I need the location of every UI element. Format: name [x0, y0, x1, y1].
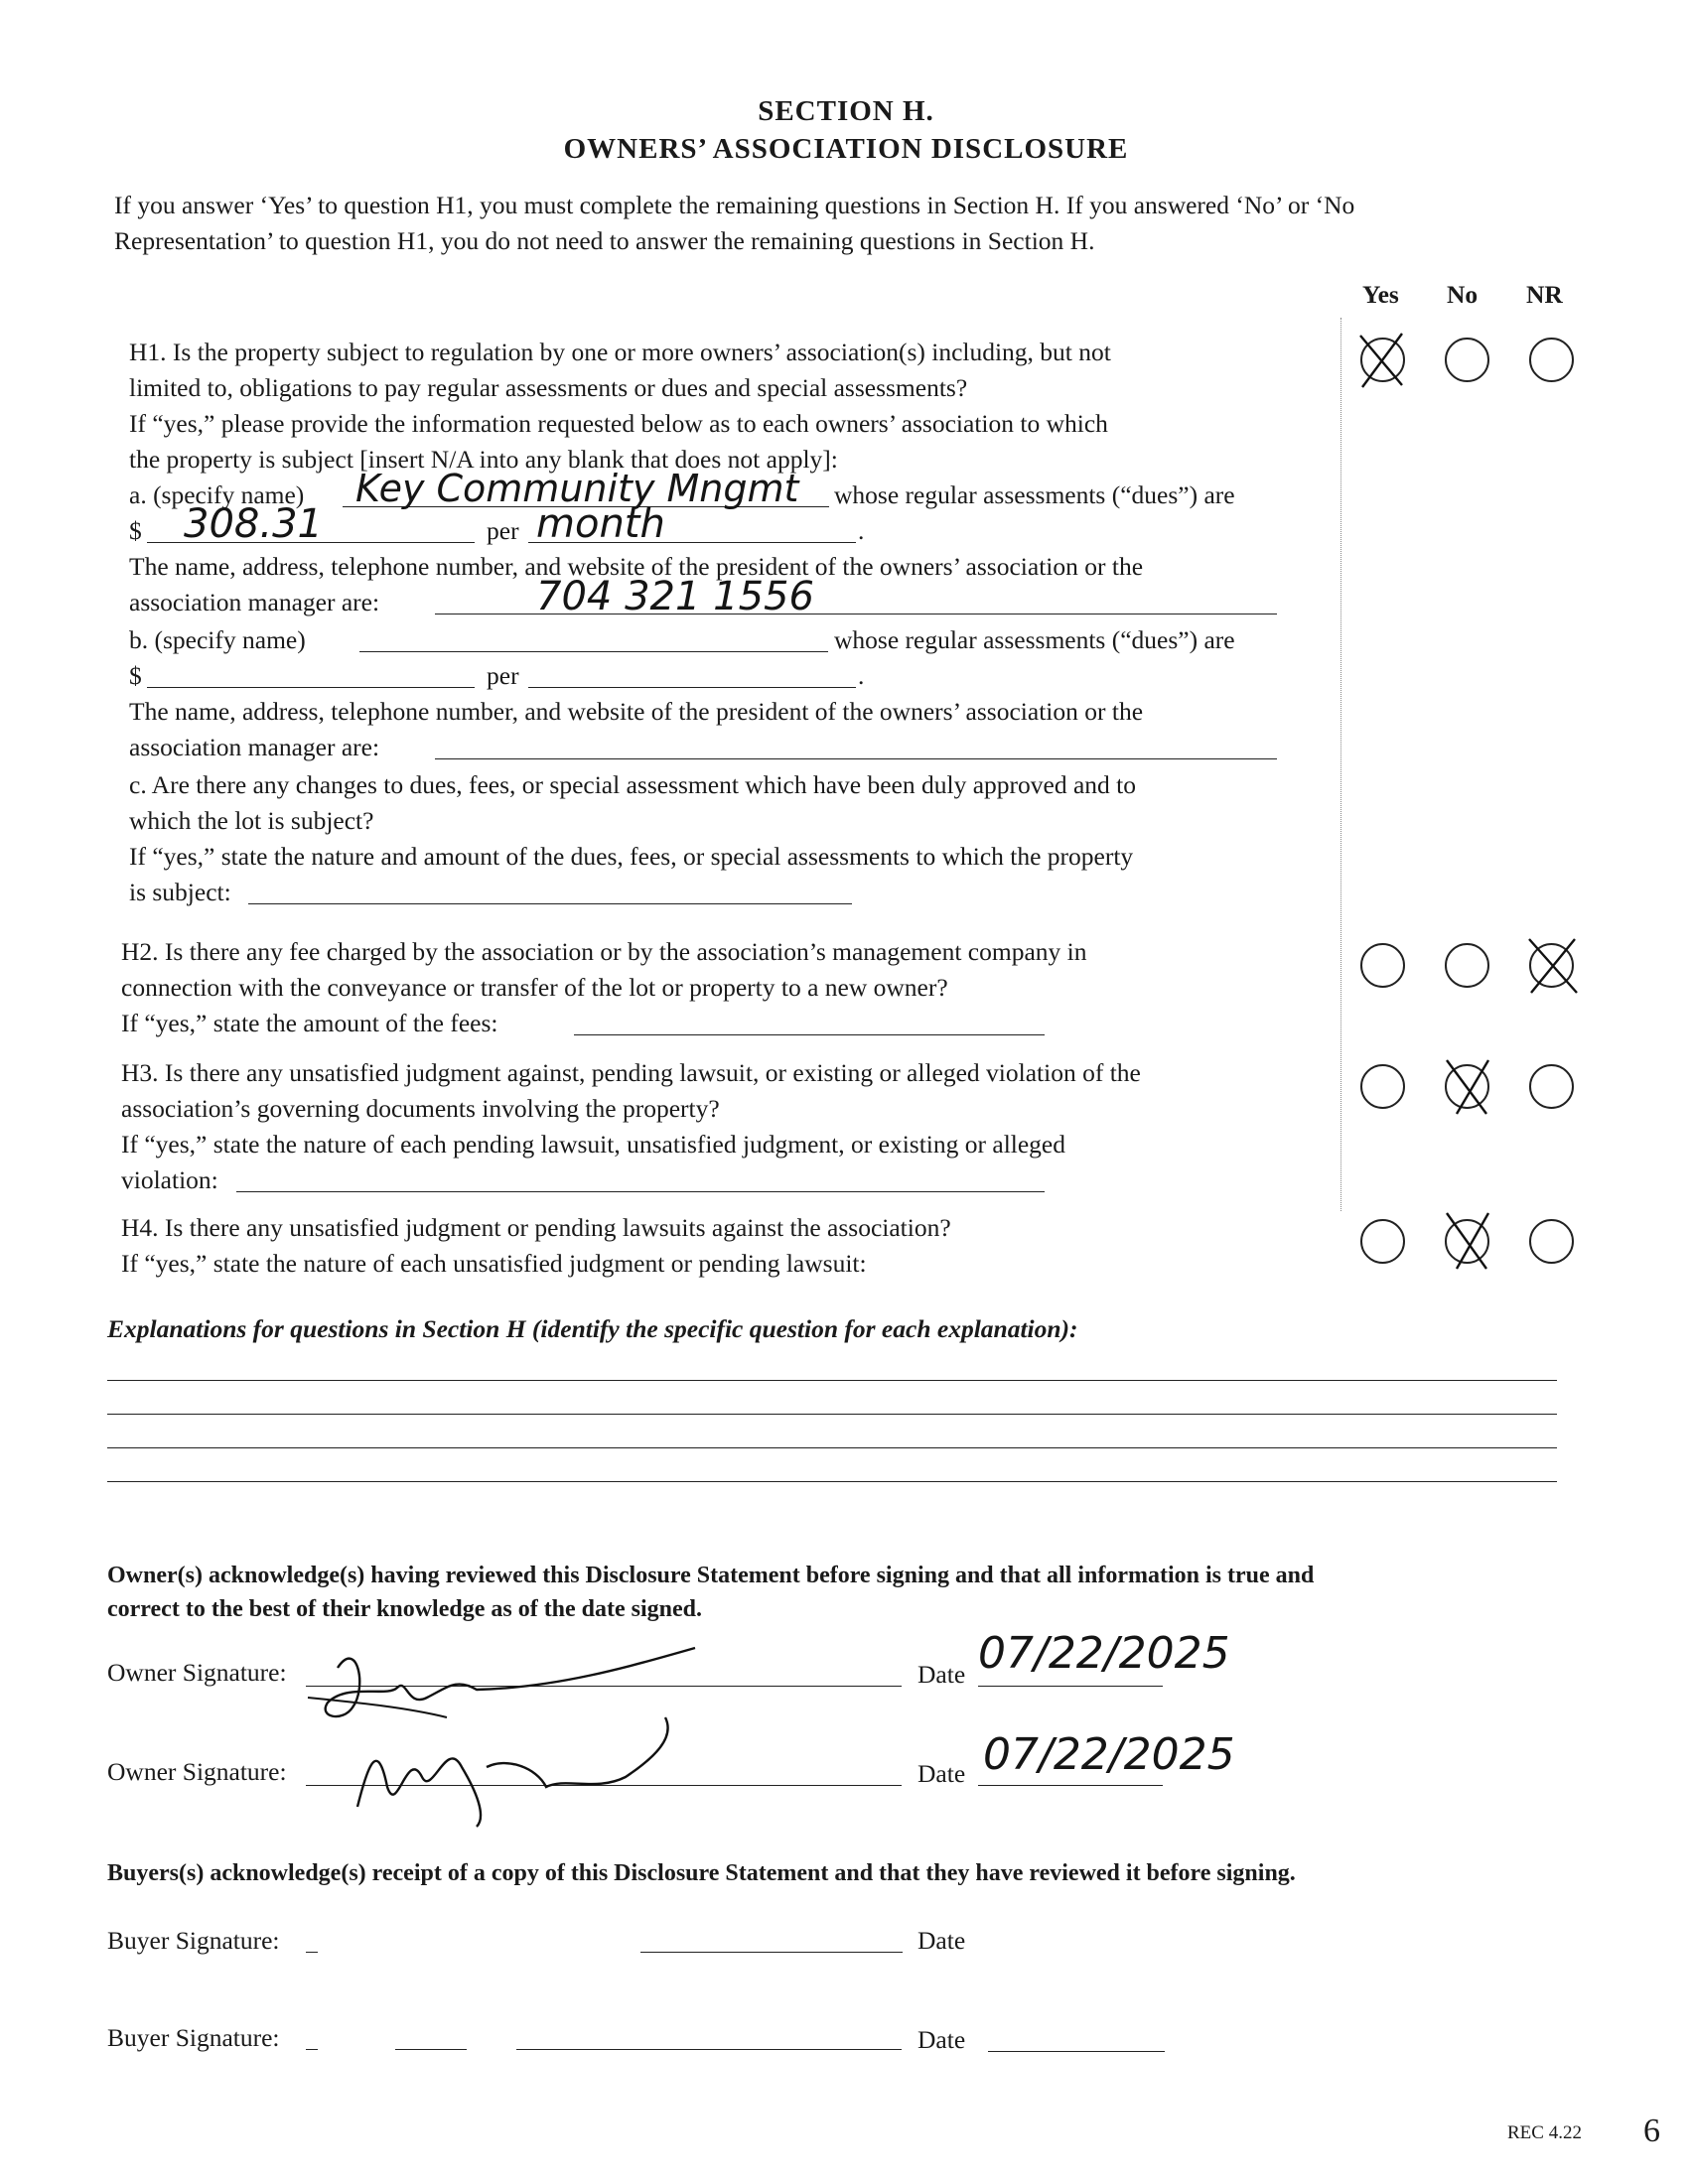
- owner1-signature-label: Owner Signature:: [107, 1658, 287, 1687]
- h1c-line-3: If “yes,” state the nature and amount of the dues, fees, or special assessments to which the property: [129, 842, 1134, 871]
- explanation-line-1[interactable]: [107, 1380, 1557, 1381]
- h4-nr-circle[interactable]: [1529, 1219, 1574, 1264]
- form-code: REC 4.22: [1507, 2122, 1582, 2143]
- owner1-date-line[interactable]: [978, 1686, 1163, 1687]
- h4-no-circle[interactable]: [1445, 1219, 1489, 1264]
- h1-question-line-2: limited to, obligations to pay regular assessments or dues and special assessments?: [129, 373, 968, 402]
- intro-line-1: If you answer ‘Yes’ to question H1, you must complete the remaining questions in Section H. If you answered ‘No’ or ‘No: [114, 191, 1355, 219]
- h1b-manager-line[interactable]: [435, 758, 1277, 759]
- h1b-manager-line-1: The name, address, telephone number, and website of the president of the owners’ association or the: [129, 697, 1144, 726]
- h3-violation-label: violation:: [121, 1165, 218, 1194]
- h1a-dollar: $: [129, 516, 142, 545]
- column-nr: NR: [1526, 280, 1563, 309]
- h1c-line-1: c. Are there any changes to dues, fees, or special assessment which have been duly approved and to: [129, 770, 1136, 799]
- table-divider: [1340, 318, 1341, 1211]
- h1b-suffix: whose regular assessments (“dues”) are: [834, 625, 1235, 654]
- owner2-signature-label: Owner Signature:: [107, 1757, 287, 1786]
- page-number: 6: [1643, 2113, 1660, 2149]
- checked-circle-icon: [1443, 1209, 1494, 1273]
- section-label: SECTION H.: [758, 95, 934, 127]
- h4-yes-circle[interactable]: [1360, 1219, 1405, 1264]
- h3-question-line-2: association’s governing documents involving the property?: [121, 1094, 720, 1123]
- buyer1-signature-line[interactable]: [640, 1952, 903, 1953]
- explanation-line-3[interactable]: [107, 1447, 1557, 1448]
- h1b-per: per: [487, 661, 519, 690]
- h1b-name-line[interactable]: [359, 651, 828, 652]
- owner1-date-field[interactable]: 07/22/2025: [978, 1628, 1230, 1679]
- h1b-manager-label: association manager are:: [129, 733, 380, 761]
- h1a-per: per: [487, 516, 519, 545]
- buyer2-signature-label: Buyer Signature:: [107, 2023, 280, 2052]
- h2-fee-line[interactable]: [574, 1034, 1045, 1035]
- h2-no-circle[interactable]: [1445, 943, 1489, 988]
- h3-yes-circle[interactable]: [1360, 1064, 1405, 1109]
- h1-question-line-1: H1. Is the property subject to regulation by one or more owners’ association(s) including, but not: [129, 338, 1111, 366]
- owners-ack-line-2: correct to the best of their knowledge as of the date signed.: [107, 1596, 703, 1622]
- h1a-label: a. (specify name): [129, 480, 305, 509]
- owner2-date-label: Date: [917, 1759, 966, 1788]
- column-yes: Yes: [1362, 280, 1399, 309]
- h2-nr-circle[interactable]: [1529, 943, 1574, 988]
- buyer1-signature-label: Buyer Signature:: [107, 1926, 280, 1955]
- h3-nr-circle[interactable]: [1529, 1064, 1574, 1109]
- owner1-date-label: Date: [917, 1660, 966, 1689]
- checked-circle-icon: [1443, 1056, 1494, 1118]
- h1a-period: .: [858, 516, 865, 545]
- h1c-line-2: which the lot is subject?: [129, 806, 374, 835]
- intro-line-2: Representation’ to question H1, you do not need to answer the remaining questions in Section H.: [114, 226, 1095, 255]
- explanation-line-2[interactable]: [107, 1414, 1557, 1415]
- h1-nr-circle[interactable]: [1529, 338, 1574, 382]
- h4-question-line-2: If “yes,” state the nature of each unsatisfied judgment or pending lawsuit:: [121, 1249, 867, 1278]
- buyer2-signature-line-mid[interactable]: [395, 2049, 467, 2050]
- buyer2-signature-line[interactable]: [516, 2049, 902, 2050]
- h1a-suffix: whose regular assessments (“dues”) are: [834, 480, 1235, 509]
- h1a-manager-line-1: The name, address, telephone number, and website of the president of the owners’ association or the: [129, 552, 1144, 581]
- h1b-period: .: [858, 661, 865, 690]
- h1a-amount-field[interactable]: 308.31: [184, 501, 323, 547]
- page-title: OWNERS’ ASSOCIATION DISCLOSURE: [563, 133, 1129, 165]
- h1a-manager-field[interactable]: 704 321 1556: [536, 574, 814, 619]
- h1-yes-circle[interactable]: [1360, 338, 1405, 382]
- h2-question-line-1: H2. Is there any fee charged by the association or by the association’s management company in: [121, 937, 1087, 966]
- h2-yes-circle[interactable]: [1360, 943, 1405, 988]
- h4-question-line-1: H4. Is there any unsatisfied judgment or pending lawsuits against the association?: [121, 1213, 951, 1242]
- buyer1-date-label: Date: [917, 1926, 966, 1955]
- buyers-ack: Buyers(s) acknowledge(s) receipt of a copy of this Disclosure Statement and that they have reviewed it before signing.: [107, 1860, 1296, 1886]
- h1-no-circle[interactable]: [1445, 338, 1489, 382]
- h1b-label: b. (specify name): [129, 625, 306, 654]
- explanations-heading: Explanations for questions in Section H (identify the specific question for each explanation):: [107, 1314, 1078, 1343]
- checked-circle-icon: [1356, 330, 1408, 391]
- buyer2-date-label: Date: [917, 2025, 966, 2054]
- h3-no-circle[interactable]: [1445, 1064, 1489, 1109]
- h1c-line[interactable]: [248, 903, 852, 904]
- buyer2-date-line[interactable]: [988, 2051, 1165, 2052]
- owner2-date-field[interactable]: 07/22/2025: [983, 1729, 1235, 1780]
- h1a-per-field[interactable]: month: [536, 501, 665, 547]
- h1a-manager-label: association manager are:: [129, 588, 380, 616]
- h3-violation-line[interactable]: [236, 1191, 1045, 1192]
- h1-question-line-4: the property is subject [insert N/A into any blank that does not apply]:: [129, 445, 838, 474]
- h1-question-line-3: If “yes,” please provide the information requested below as to each owners’ association to which: [129, 409, 1108, 438]
- column-no: No: [1447, 280, 1479, 309]
- explanation-line-4[interactable]: [107, 1481, 1557, 1482]
- checked-circle-icon: [1525, 935, 1581, 997]
- h1a-name-field[interactable]: Key Community Mngmt: [355, 467, 799, 510]
- h1b-per-line[interactable]: [528, 687, 856, 688]
- owners-ack-line-1: Owner(s) acknowledge(s) having reviewed this Disclosure Statement before signing and that all information is true and: [107, 1563, 1315, 1588]
- h2-question-line-2: connection with the conveyance or transfer of the lot or property to a new owner?: [121, 973, 948, 1002]
- h3-question-line-3: If “yes,” state the nature of each pending lawsuit, unsatisfied judgment, or existing or alleged: [121, 1130, 1065, 1159]
- h1b-dollar: $: [129, 661, 142, 690]
- signature-icon: [338, 1698, 715, 1837]
- buyer2-signature-line-start[interactable]: [306, 2049, 318, 2050]
- h1b-amount-line[interactable]: [147, 687, 475, 688]
- owner2-date-line[interactable]: [978, 1785, 1163, 1786]
- h3-question-line-1: H3. Is there any unsatisfied judgment against, pending lawsuit, or existing or alleged violation of the: [121, 1058, 1141, 1087]
- buyer1-signature-line-start[interactable]: [306, 1952, 318, 1953]
- h1c-label: is subject:: [129, 878, 231, 906]
- h2-fee-label: If “yes,” state the amount of the fees:: [121, 1009, 498, 1037]
